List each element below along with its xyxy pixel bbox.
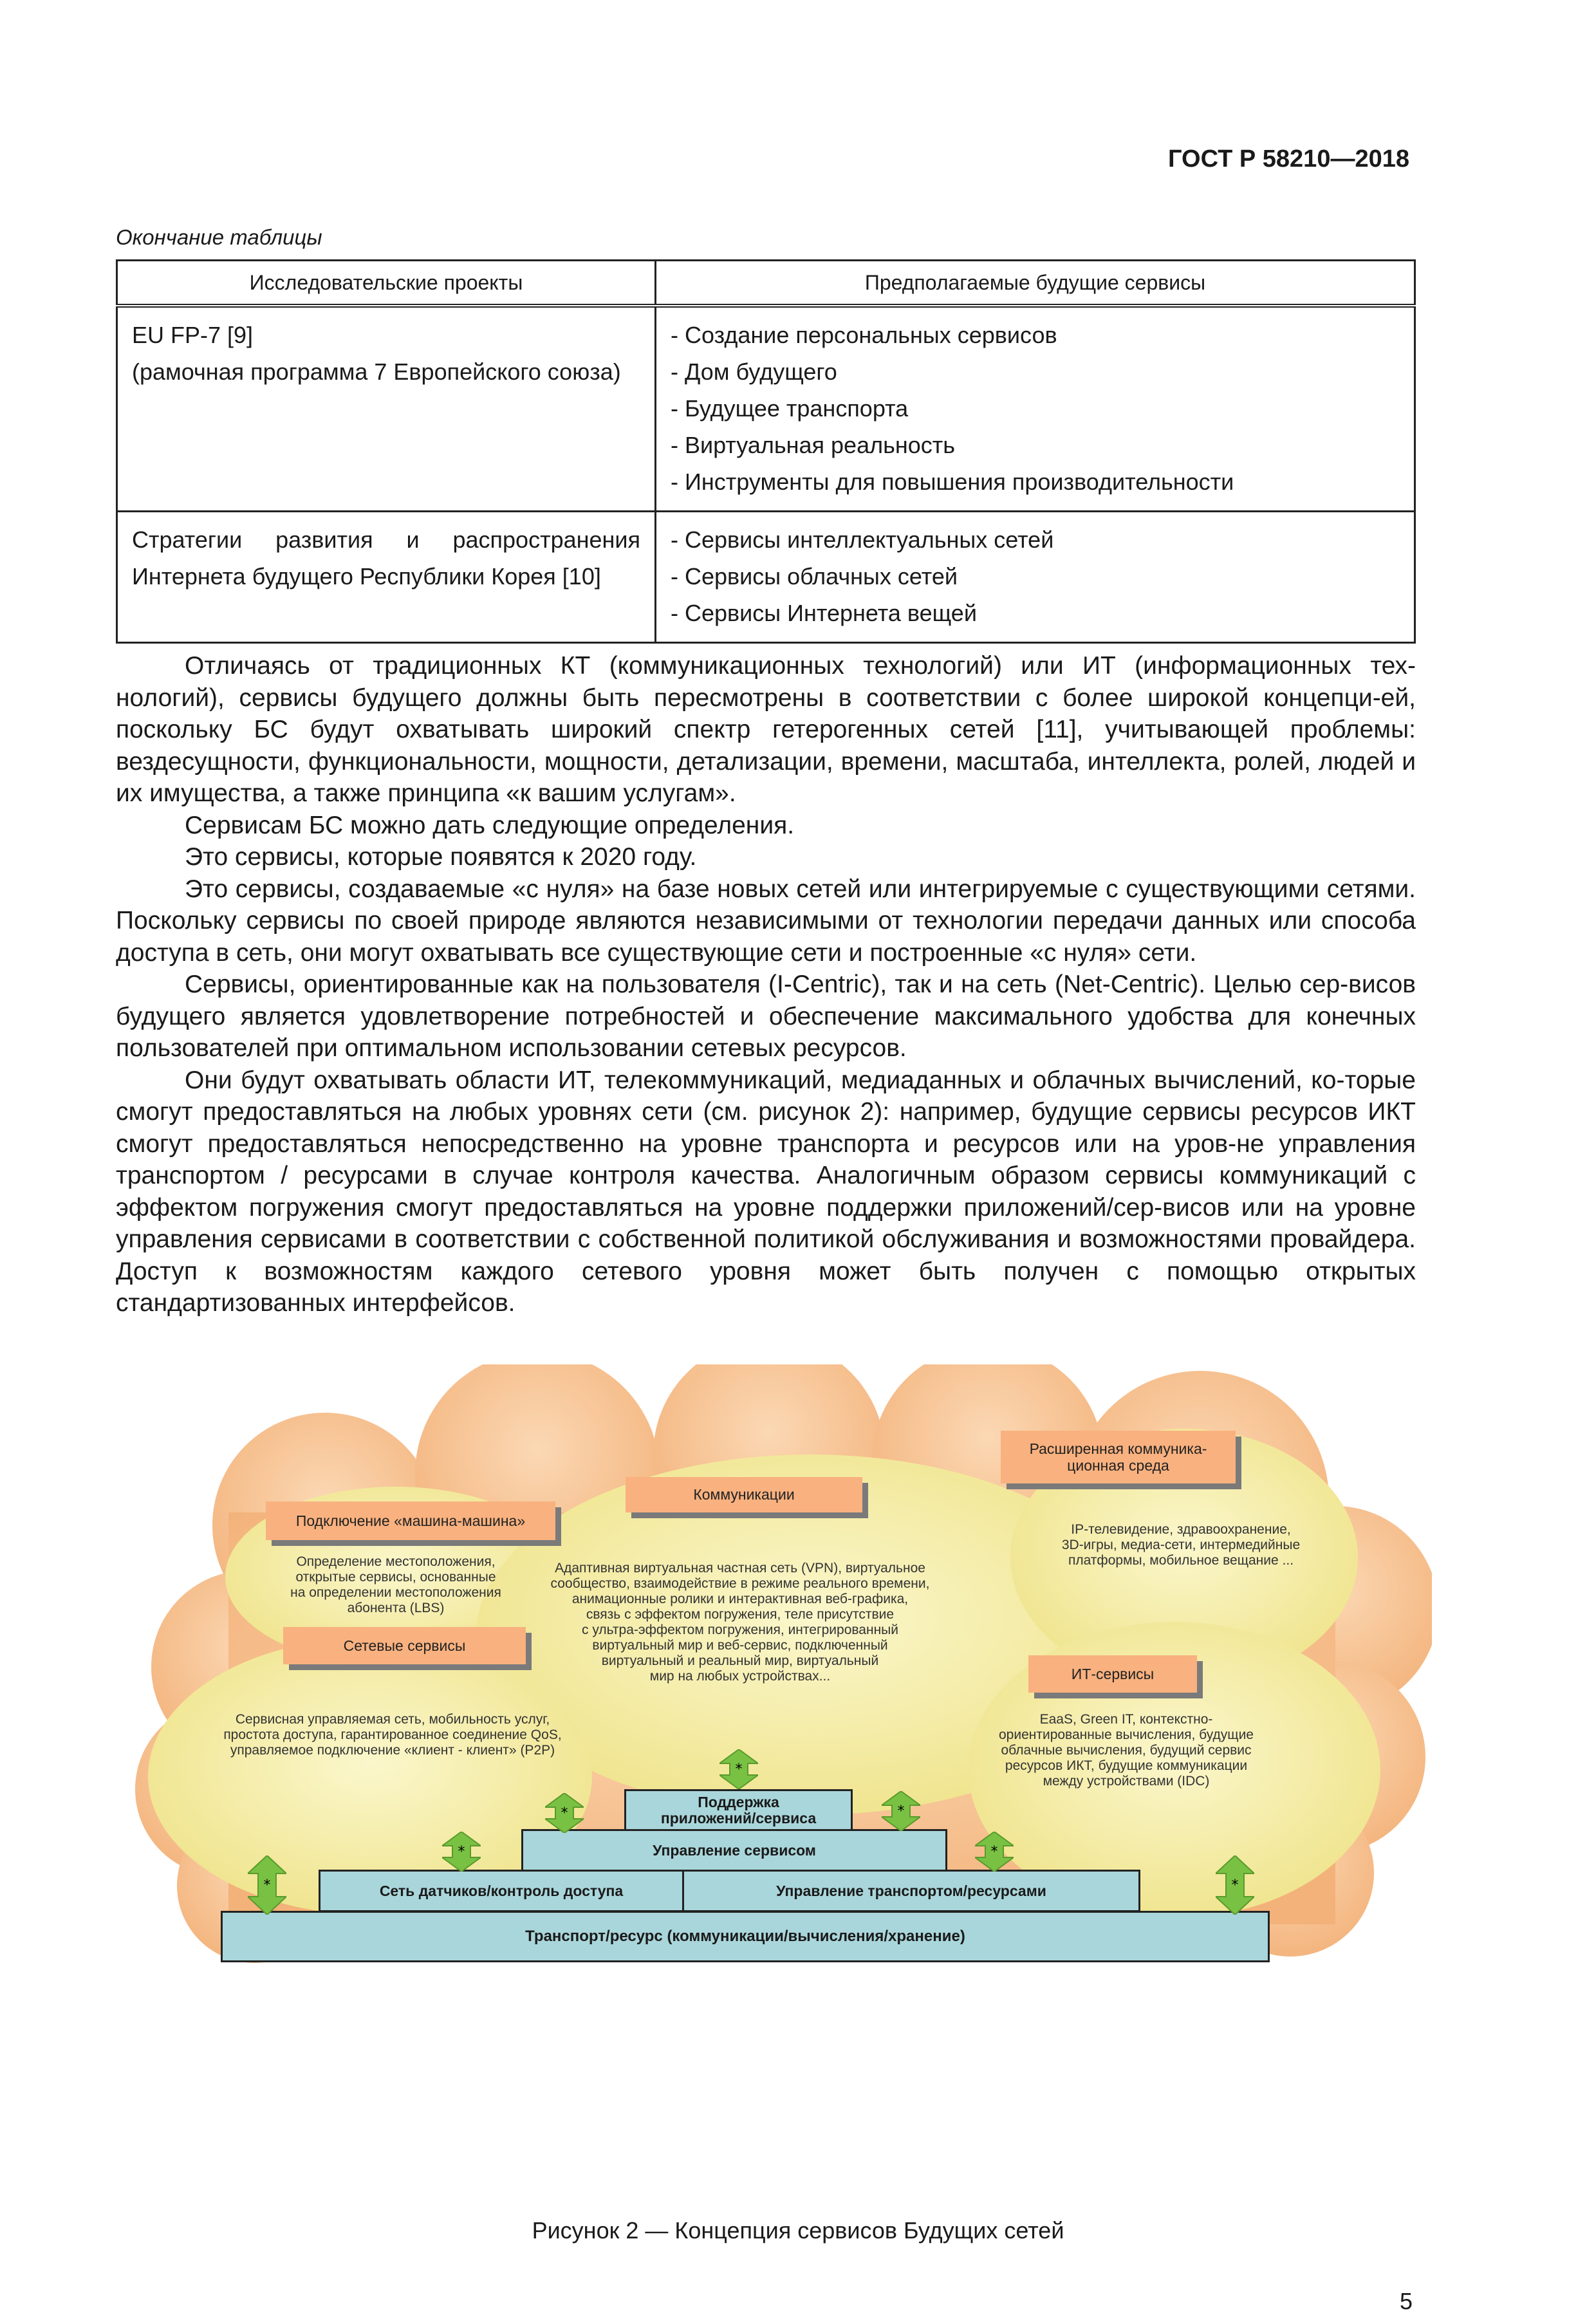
- network-services-text: Сервисная управляемая сеть, мобильность услуг, простота доступа, гарантированное соединение QoS, управляемое подключение «клиент - клиент» (P2P): [223, 1712, 562, 1758]
- services-cell: [656, 512, 1415, 643]
- service-item: - Сервисы облачных сетей: [671, 563, 958, 590]
- project-cell: [117, 306, 656, 512]
- project-line: Стратегии развития и распространения: [132, 526, 640, 553]
- page-number: 5: [1399, 2288, 1413, 2314]
- svg-text:*: *: [990, 1844, 998, 1860]
- svg-text:*: *: [735, 1762, 743, 1778]
- paragraph: Это сервисы, создаваемые «с нуля» на базе новых сетей или интегрируемые с существующими сетями. Поскольку сервисы по своей природе являются независимыми от технологии передачи данных или способа доступа в сеть, они могут охватывать все существующие сети и построенные «с нуля» сети.: [116, 875, 1416, 967]
- svg-text:*: *: [897, 1803, 905, 1819]
- transport-resource-layer: Транспорт/ресурс (коммуникации/вычисления/хранение): [221, 1911, 1270, 1962]
- paragraph: Они будут охватывать области ИТ, телекоммуникаций, медиаданных и облачных вычислений, ко-торые смогут предоставляться на любых уровнях сети (см. рисунок 2): например, будущие сервисы ресурсов ИКТ смогут предоставляться непосредственно на уровне транспорта и ресурсов или на уров-не управления транспортом / ресурсами в случае контроля качества. Аналогичным образом сервисы коммуникаций с эффектом погружения смогут предоставляться на уровне поддержки приложений/сер-висов или на уровне управления сервисами в соответствии с собственной политикой обслуживания и возможностями провайдера. Доступ к возможностям каждого сетевого уровня может быть получен с помощью открытых стандартизованных интерфейсов.: [116, 1066, 1416, 1317]
- transport-management-layer: Управление транспортом/ресурсами: [682, 1870, 1140, 1912]
- svg-text:*: *: [561, 1805, 568, 1821]
- arrow-icon: [545, 1793, 584, 1833]
- network-services-title: Сетевые сервисы: [283, 1627, 526, 1664]
- services-cell: [656, 306, 1415, 512]
- svg-text:*: *: [1231, 1877, 1239, 1893]
- service-item: - Создание персональных сервисов: [671, 322, 1057, 348]
- it-services-text: EaaS, Green IT, контекстно- ориентированные вычисления, будущие облачные вычисления, будущий сервис ресурсов ИКТ, будущие коммуникации между устройствами (IDC): [998, 1712, 1254, 1789]
- column-header: Исследовательские проекты: [117, 261, 656, 306]
- extended-env-text: IP-телевидение, здравоохранение, 3D-игры, медиа-сети, интермедийные платформы, мобильное вещание ...: [1061, 1522, 1301, 1568]
- table-header-row: [117, 261, 1415, 306]
- project-line: EU FP-7 [9]: [132, 322, 254, 348]
- service-item: - Сервисы Интернета вещей: [671, 600, 977, 626]
- service-management-layer: Управление сервисом: [521, 1829, 947, 1872]
- table-row: [117, 306, 1415, 512]
- project-line: Интернета будущего Республики Корея [10]: [132, 563, 601, 590]
- arrow-icon: [442, 1832, 481, 1872]
- figure-caption: Рисунок 2 — Концепция сервисов Будущих сетей: [532, 2217, 1064, 2244]
- services-concept-figure: [113, 1364, 1432, 2188]
- project-line: (рамочная программа 7 Европейского союза): [132, 358, 621, 385]
- table-row: [117, 512, 1415, 643]
- service-item: - Дом будущего: [671, 358, 837, 385]
- svg-text:*: *: [458, 1844, 465, 1860]
- arrow-icon: [975, 1832, 1014, 1872]
- sensor-network-layer: Сеть датчиков/контроль доступа: [319, 1870, 684, 1912]
- m2m-text: Определение местоположения, открытые сервисы, основанные на определении местоположения абонента (LBS): [290, 1554, 501, 1615]
- svg-text:*: *: [263, 1877, 271, 1893]
- paragraph: Это сервисы, которые появятся к 2020 году.: [185, 843, 697, 871]
- communications-title: Коммуникации: [626, 1477, 862, 1512]
- it-services-title: ИТ-сервисы: [1028, 1655, 1197, 1693]
- projects-table: [116, 259, 1416, 644]
- column-header: Предполагаемые будущие сервисы: [656, 261, 1415, 306]
- arrow-icon: [248, 1855, 286, 1915]
- service-item: - Сервисы интеллектуальных сетей: [671, 526, 1054, 553]
- paragraph: Сервисам БС можно дать следующие определения.: [185, 811, 795, 839]
- m2m-title: Подключение «машина-машина»: [266, 1501, 555, 1540]
- arrow-icon: [1216, 1855, 1254, 1915]
- body-text: [116, 650, 1416, 1319]
- service-item: - Будущее транспорта: [671, 395, 909, 422]
- communications-text: Адаптивная виртуальная частная сеть (VPN), виртуальное сообщество, взаимодействие в режиме реального времени, анимационные ролики и интерактивная веб-графика, связь с эффектом погружения, теле присутствие с ультра-эффектом погружения, интегрированный виртуальный мир и веб-сервис, подключенный виртуальный и реальный мир, виртуальный мир на любых устройствах...: [550, 1561, 930, 1684]
- service-item: - Виртуальная реальность: [671, 432, 955, 458]
- document-header: ГОСТ Р 58210—2018: [1168, 145, 1409, 172]
- service-item: - Инструменты для повышения производительности: [671, 469, 1234, 495]
- extended-env-title: Расширенная коммуника- ционная среда: [1001, 1431, 1236, 1483]
- table-caption: Окончание таблицы: [116, 225, 322, 249]
- app-support-layer: Поддержка приложений/сервиса: [624, 1789, 853, 1831]
- project-cell: [117, 512, 656, 643]
- arrow-icon: [719, 1749, 758, 1789]
- paragraph: Отличаясь от традиционных КТ (коммуникационных технологий) или ИТ (информационных тех-нологий), сервисы будущего должны быть пересмотрены в соответствии с более широкой концепци-ей, поскольку БС будут охватывать широкий спектр гетерогенных сетей [11], учитывающей проблемы: вездесущности, функциональности, мощности, детализации, времени, масштаба, интеллекта, ролей, людей и их имущества, а также принципа «к вашим услугам».: [116, 652, 1416, 807]
- arrow-icon: [882, 1791, 920, 1831]
- paragraph: Сервисы, ориентированные как на пользователя (I-Centric), так и на сеть (Net-Centric). Целью сер-висов будущего является удовлетворение потребностей и обеспечение максимального удобства для конечных пользователей при оптимальном использовании сетевых ресурсов.: [116, 971, 1416, 1062]
